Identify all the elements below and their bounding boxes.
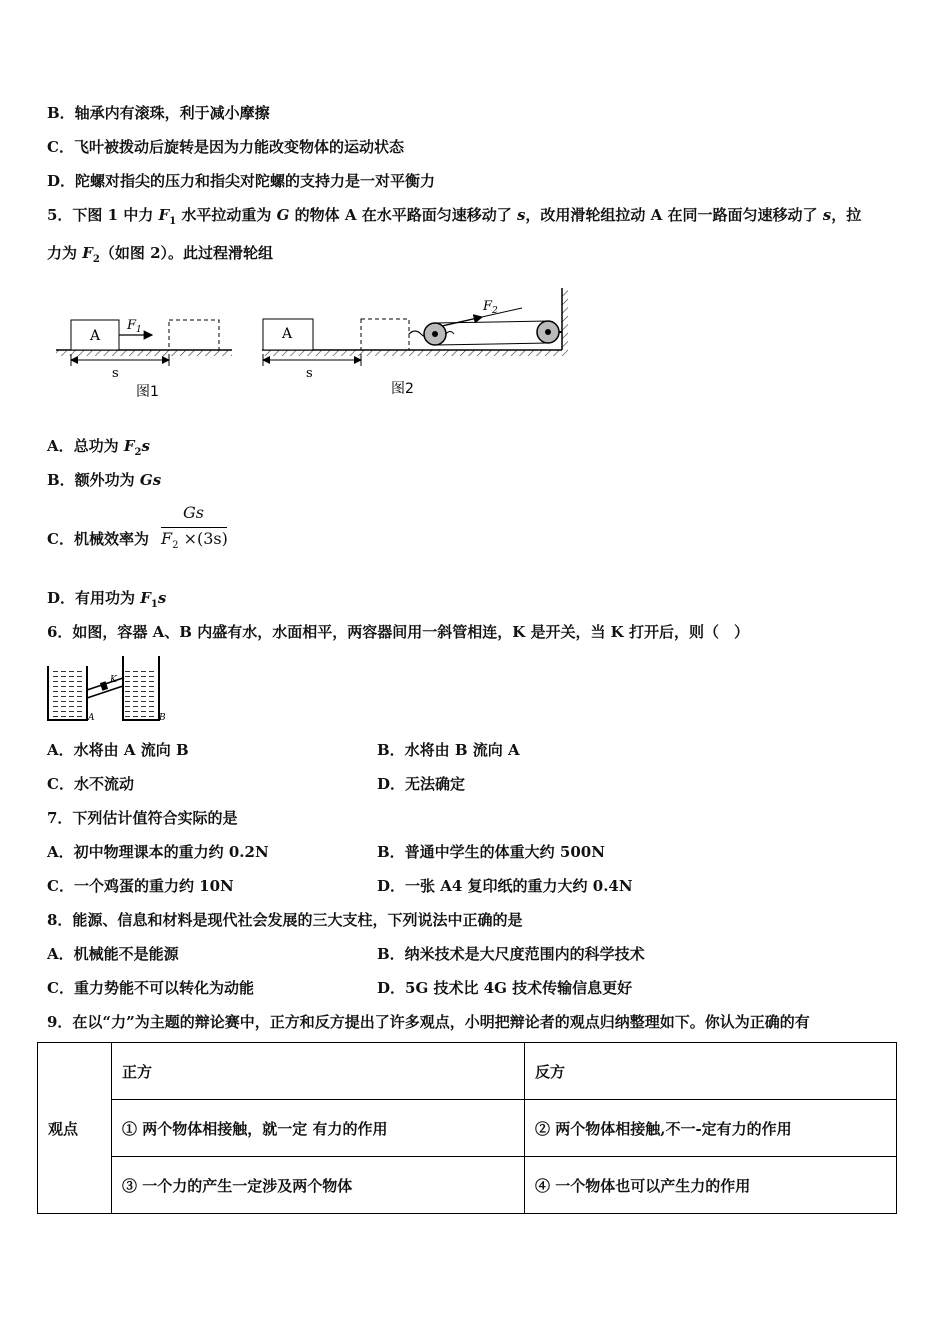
fig2-caption: 图2 [391,381,414,397]
container-b-water [125,670,157,718]
q8-option-a: A．机械能不是能源 [47,945,179,963]
fig1-dashed-block [169,320,219,350]
figure-2 [262,288,568,397]
q5-stem-line1: 5．下图 1 中力 $F_1$ 水平拉动重为 G 的物体 A 在水平路面匀速移动了 s，改用滑轮组拉动 A 在同一路面匀速移动了 s，拉 [47,206,862,227]
fraction-numerator: Gs [183,503,204,522]
q6-option-b: B．水将由 B 流向 A [377,741,520,759]
q9-stem: 9．在以“力”为主题的辩论赛中，正方和反方提出了许多观点，小明把辩论者的观点归纳整理如下。你认为正确的有 [47,1013,810,1031]
q8-option-c: C．重力势能不可以转化为动能 [47,979,254,997]
fraction-denominator: $F_2 \times(3s)$ [161,529,228,552]
fig2-block-label: A [282,326,293,342]
fig2-distance-label: s [306,366,313,381]
column-header-con: 反方 [525,1043,897,1100]
q6-option-c: C．水不流动 [47,775,134,793]
q7-option-b: B．普通中学生的体重大约 500N [377,843,605,861]
label-k: K [110,675,117,685]
con-viewpoint-2: ② 两个物体相接触,不一-定有力的作用 [525,1100,897,1157]
column-header-pro: 正方 [112,1043,525,1100]
pro-viewpoint-1: ① 两个物体相接触，就一定 有力的作用 [112,1100,525,1157]
q4-option-c: C．飞叶被拨动后旋转是因为力能改变物体的运动状态 [47,138,404,156]
q7-option-d: D．一张 A4 复印纸的重力大约 0.4N [377,877,633,895]
figure-1 [56,318,232,400]
q5-option-b: B．额外功为 Gs [47,471,162,489]
q7-option-c: C．一个鸡蛋的重力约 10N [47,877,234,895]
q5-option-d: D．有用功为 $F_1s$ [47,589,167,610]
q9-viewpoints-table [37,1042,897,1214]
q5-option-c: C．机械效率为 [47,530,149,548]
q8-option-b: B．纳米技术是大尺度范围内的科学技术 [377,945,645,963]
q7-option-a: A．初中物理课本的重力约 0.2N [47,843,269,861]
fig2-dashed-block [361,319,409,350]
table-row [38,1100,897,1157]
fig1-force-label: $F_1$ [127,318,142,335]
q6-figure [44,654,169,724]
label-b: B [159,713,166,723]
q6-option-a: A．水将由 A 流向 B [47,741,189,759]
q5-stem-line2: 力为 $F_2$（如图 2）。此过程滑轮组 [47,244,274,265]
con-viewpoint-4: ④ 一个物体也可以产生力的作用 [525,1157,897,1214]
pro-viewpoint-3: ③ 一个力的产生一定涉及两个物体 [112,1157,525,1214]
q5-option-a: A．总功为 $F_2s$ [47,437,150,458]
fig2-force-label: $F_2$ [483,299,498,316]
fig1-block-label: A [90,328,101,344]
label-a: A [88,713,95,723]
container-a-water [50,670,85,718]
row-header-cell: 观点 [38,1043,112,1214]
q6-option-d: D．无法确定 [377,775,466,793]
q6-stem: 6．如图，容器 A、B 内盛有水，水面相平，两容器间用一斜管相连，K 是开关，当 K 打开后，则（ ） [47,623,749,641]
fig1-caption: 图1 [136,384,159,400]
fig2-force-arrow [442,317,482,326]
table-row [38,1043,897,1100]
q8-option-d: D．5G 技术比 4G 技术传输信息更好 [377,979,633,997]
table-row [38,1157,897,1214]
q4-option-d: D．陀螺对指尖的压力和指尖对陀螺的支持力是一对平衡力 [47,172,436,190]
q5-figures [50,282,590,407]
fig1-distance-label: s [112,366,119,381]
q8-stem: 8．能源、信息和材料是现代社会发展的三大支柱，下列说法中正确的是 [47,911,523,929]
q7-stem: 7．下列估计值符合实际的是 [47,809,238,827]
q4-option-b: B．轴承内有滚珠，利于减小摩擦 [47,104,270,122]
